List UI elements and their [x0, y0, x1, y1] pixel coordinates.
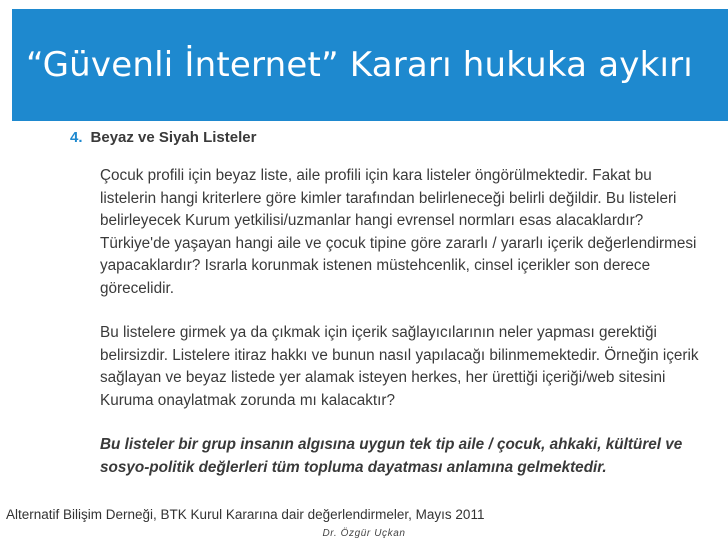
section-number: 4.: [70, 129, 83, 146]
paragraph-profiles: Çocuk profili için beyaz liste, aile profili için kara listeler öngörülmektedir. Fakat bu listelerin hangi kriterlere göre kimler tarafından belirleneceği belirli değildir. Bu listeleri belirleyecek Kurum yetkilisi/uzmanlar hangi evrensel normları esas alacaklardır? Türkiye'de yaşayan hangi aile ve çocuk tipine göre zararlı / yararlı içerik değerlendirmesi yapacaklardır? Israrla korunmak istenen müstehcenlik, cinsel içerikler son derece görecelidir.: [100, 167, 697, 297]
source-citation: Alternatif Bilişim Derneği, BTK Kurul Kararına dair değerlendirmeler, Mayıs 2011: [6, 507, 485, 522]
slide-title: “Güvenli İnternet” Kararı hukuka aykırı: [26, 45, 693, 85]
author-footer: Dr. Özgür Uçkan: [322, 528, 406, 539]
section-heading: [70, 129, 256, 146]
section-title: Beyaz ve Siyah Listeler: [90, 129, 257, 146]
paragraph-listing-process: Bu listelere girmek ya da çıkmak için içerik sağlayıcılarının neler yapması gerektiği belirsizdir. Listelere itiraz hakkı ve bunun nasıl yapılacağı bilinmemektedir. Örneğin içerik sağlayan ve beyaz listede yer alamak isteyen herkes, her ürettiği içeriği/web sitesini Kuruma onaylatmak zorunda mı kalacaktır?: [100, 324, 699, 409]
title-banner: [12, 9, 728, 121]
paragraph-conclusion: Bu listeler bir grup insanın algısına uygun tek tip aile / çocuk, ahkaki, kültürel ve sosyo-politik değlerleri tüm topluma dayatması anlamına gelmektedir.: [100, 436, 683, 476]
